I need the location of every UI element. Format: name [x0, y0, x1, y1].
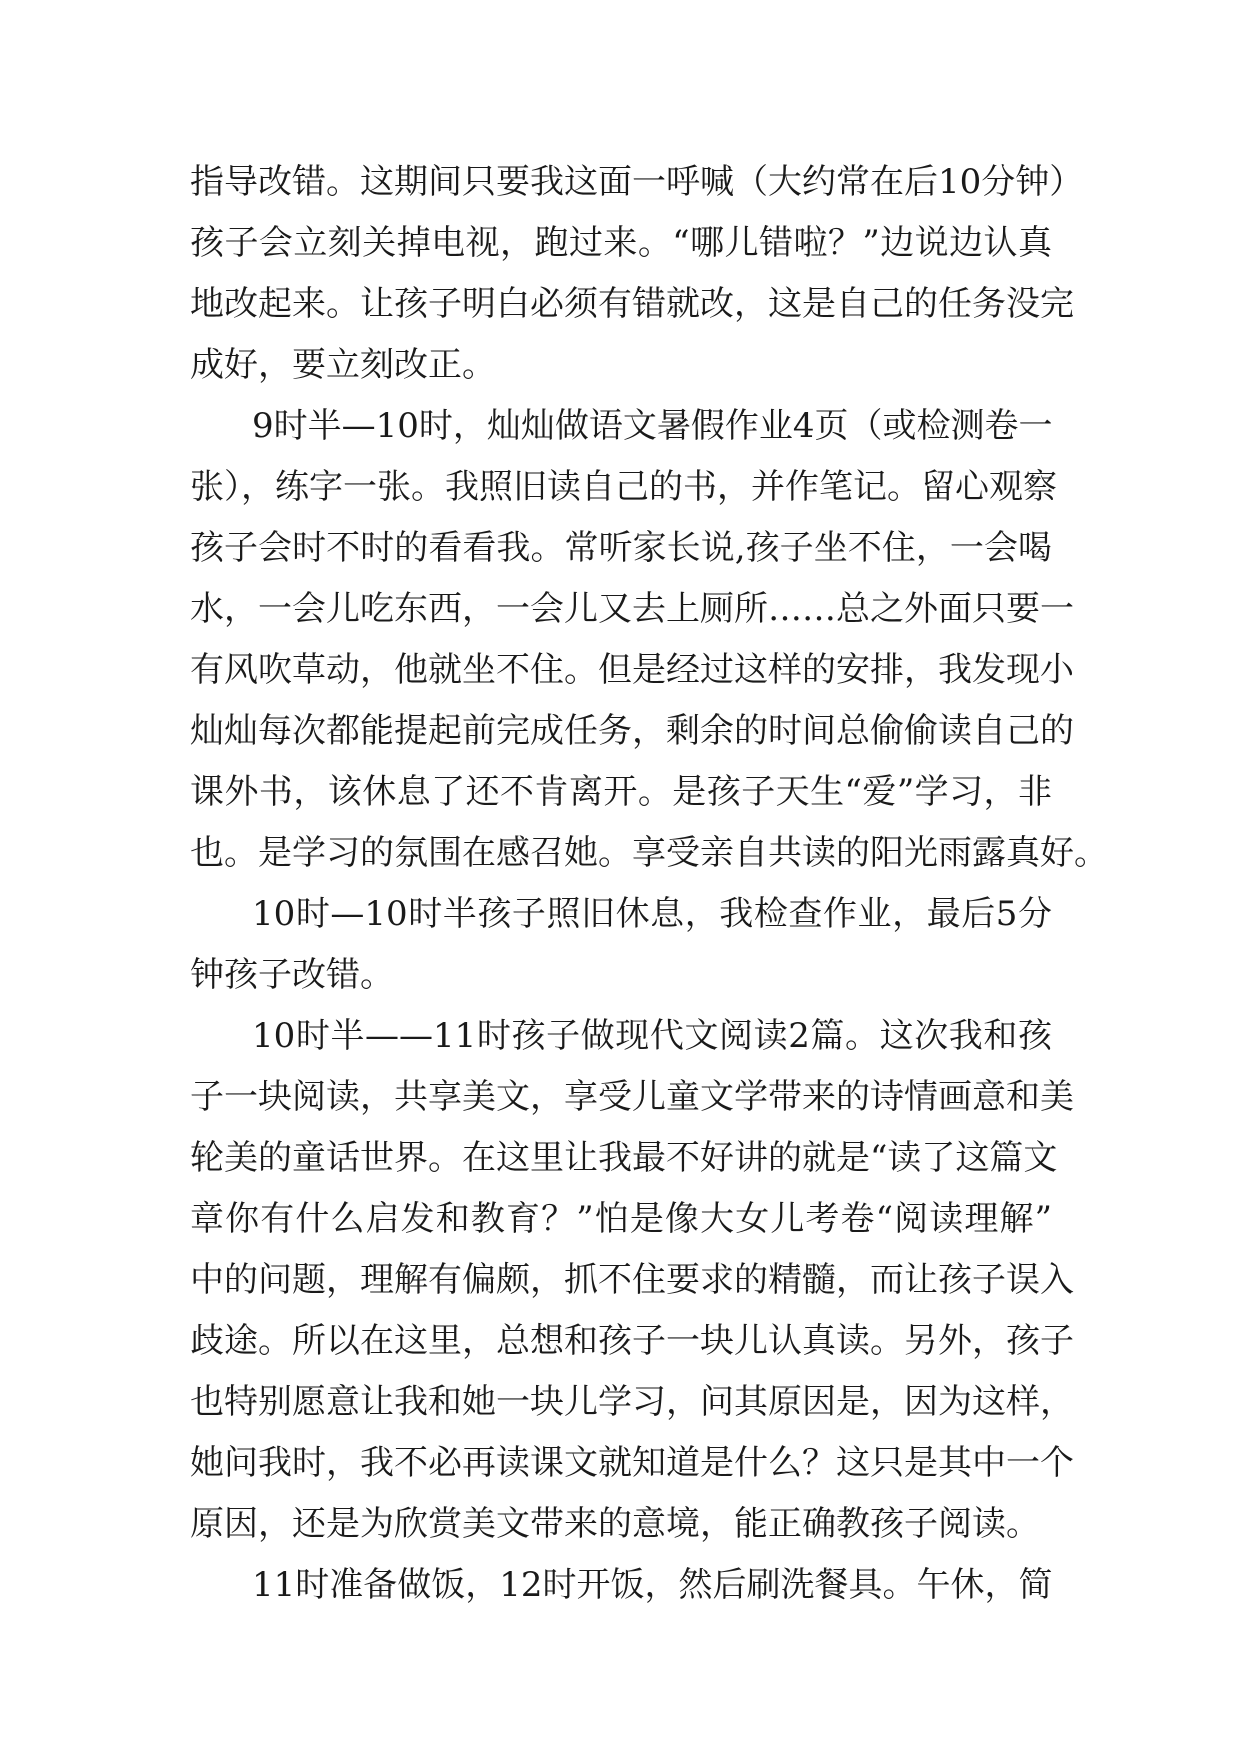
text-line: 也。是学习的氛围在感召她。享受亲自共读的阳光雨露真好。	[190, 833, 1108, 873]
text-line: 原因，还是为欣赏美文带来的意境，能正确教孩子阅读。	[190, 1504, 1040, 1544]
text-line: 11时准备做饭，12时开饭，然后刷洗餐具。午休，简	[252, 1565, 1053, 1605]
text-line: 轮美的童话世界。在这里让我最不好讲的就是“读了这篇文	[190, 1138, 1058, 1178]
paragraph	[190, 1555, 1052, 1616]
text-line: 成好，要立刻改正。	[190, 345, 496, 385]
text-line: 她问我时，我不必再读课文就知道是什么？这只是其中一个	[190, 1443, 1074, 1483]
text-line: 孩子会立刻关掉电视，跑过来。“哪儿错啦？”边说边认真	[190, 223, 1052, 263]
text-line: 有风吹草动，他就坐不住。但是经过这样的安排，我发现小	[190, 650, 1074, 690]
text-line: 9时半—10时，灿灿做语文暑假作业4页（或检测卷一	[252, 406, 1053, 446]
text-line: 指导改错。这期间只要我这面一呼喊（大约常在后10分钟）	[190, 162, 1084, 202]
paragraph	[190, 396, 1108, 884]
paragraph	[190, 884, 1052, 1006]
text-line: 子一块阅读，共享美文，享受儿童文学带来的诗情画意和美	[190, 1077, 1074, 1117]
text-line: 张），练字一张。我照旧读自己的书，并作笔记。留心观察	[190, 467, 1057, 507]
paragraph	[190, 152, 1084, 396]
text-line: 10时半——11时孩子做现代文阅读2篇。这次我和孩	[252, 1016, 1052, 1056]
text-line: 10时—10时半孩子照旧休息，我检查作业，最后5分	[252, 894, 1052, 934]
text-line: 水，一会儿吃东西，一会儿又去上厕所……总之外面只要一	[190, 589, 1074, 629]
text-line: 灿灿每次都能提起前完成任务，剩余的时间总偷偷读自己的	[190, 711, 1074, 751]
text-line: 歧途。所以在这里，总想和孩子一块儿认真读。另外，孩子	[190, 1321, 1074, 1361]
text-line: 课外书，该休息了还不肯离开。是孩子天生“爱”学习，非	[190, 772, 1052, 812]
text-line: 孩子会时不时的看看我。常听家长说,孩子坐不住，一会喝	[190, 528, 1052, 568]
text-line: 中的问题，理解有偏颇，抓不住要求的精髓，而让孩子误入	[190, 1260, 1074, 1300]
text-line: 钟孩子改错。	[190, 955, 394, 995]
text-line: 地改起来。让孩子明白必须有错就改，这是自己的任务没完	[190, 284, 1074, 324]
text-line: 也特别愿意让我和她一块儿学习，问其原因是，因为这样，	[190, 1382, 1074, 1422]
body-text	[190, 152, 1108, 1616]
text-line: 章你有什么启发和教育？”怕是像大女儿考卷“阅读理解”	[190, 1199, 1052, 1239]
paragraph	[190, 1006, 1074, 1555]
